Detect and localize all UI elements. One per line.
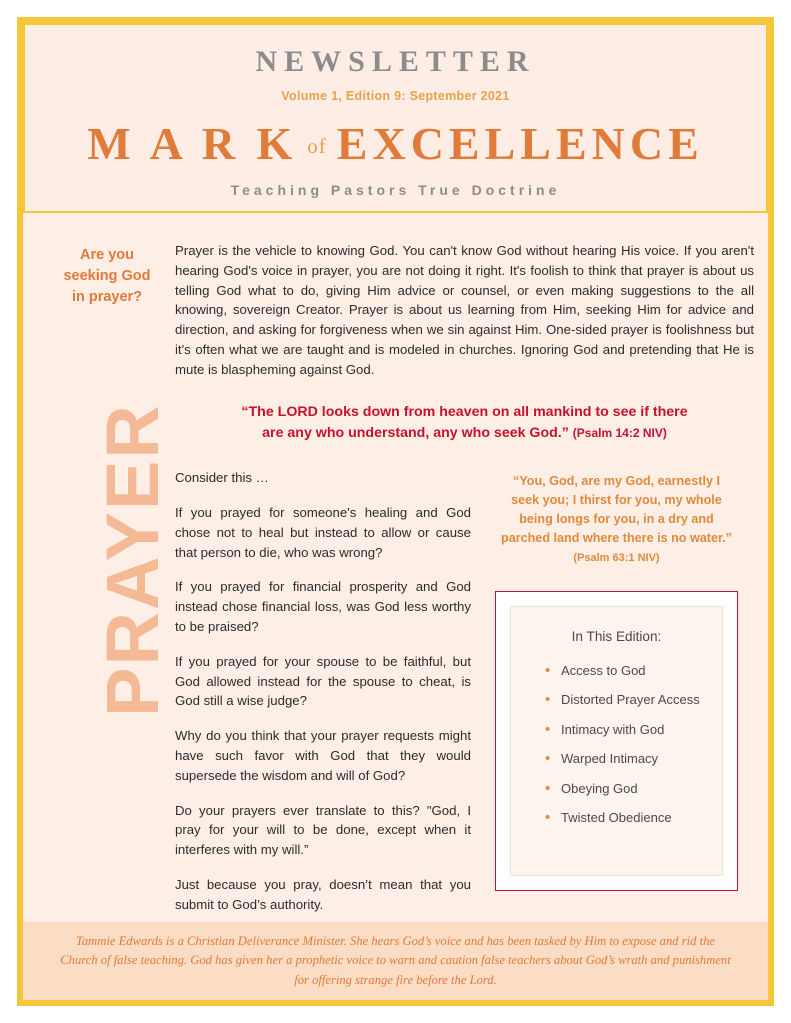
publication-title [25, 117, 766, 170]
in-this-edition-title: In This Edition: [571, 628, 662, 644]
footer-bio-bar [23, 922, 768, 1000]
tagline: Teaching Pastors True Doctrine [230, 182, 561, 198]
title-mark: M A R K [87, 118, 298, 169]
featured-scripture-text: “The LORD looks down from heaven on all mankind to see if there are any who understand, any who seek God.” [241, 403, 688, 441]
masthead [23, 23, 768, 213]
paragraph: Why do you think that your prayer requests might have such favor with God that they would supersede the wisdom and will of God? [175, 728, 471, 783]
right-column [495, 468, 738, 890]
list-item: • Obeying God [545, 780, 706, 798]
paragraph: Just because you pray, doesn’t mean that you submit to God’s authority. [175, 876, 471, 912]
list-item: • Intimacy with God [545, 721, 706, 739]
in-this-edition-list [527, 662, 706, 827]
volume-edition-date: Volume 1, Edition 9: September 2021 [281, 89, 510, 103]
content-area [23, 223, 768, 918]
paragraph: If you prayed for someone's healing and God chose not to heal but instead to allow or cause that person to die, who was wrong? [175, 504, 471, 560]
paragraph: Do your prayers ever translate to this? "God, I pray for your will to be done, except when it interferes with my will.” [175, 802, 471, 858]
intro-paragraph: Prayer is the vehicle to knowing God. You can't know God without hearing His voice. If you aren't hearing God's voice in prayer, you are not doing it right. It's foolish to think that prayer is about us telling God what to do, giving Him advice or counsel, or even making suggestions to the all knowing, sovereign Creator. Prayer is about us learning from Him, seeking Him for advice and direction, and asking for forgiveness when we sin against Him. One-sided prayer is foolishness but it's often what we are taught and is modeled in churches. Ignoring God and pretending that He is mute is blaspheming against God. [175, 243, 754, 377]
sidebar-heading: Are you seeking God in prayer? [63, 247, 151, 306]
main-column [175, 241, 754, 930]
title-excellence: EXCELLENCE [336, 118, 704, 169]
title-of: of [307, 134, 327, 158]
list-item: • Twisted Obedience [545, 809, 706, 827]
paragraph: If you prayed for financial prosperity and God instead chose financial loss, was God less worthy to be praised? [175, 579, 471, 634]
paragraph: Consider this … [175, 470, 269, 486]
featured-scripture [230, 402, 700, 445]
list-item: • Distorted Prayer Access [545, 691, 706, 709]
side-scripture-quote [495, 468, 738, 566]
featured-scripture-reference: (Psalm 14:2 NIV) [572, 425, 667, 440]
side-scripture-text: “You, God, are my God, earnestly I seek you; I thirst for you, my whole being longs for you, in a dry and parched land where there is no water.” [501, 474, 732, 545]
vertical-topic-word: PRAYER [91, 403, 174, 717]
left-column-text [175, 468, 471, 914]
two-column-section [175, 468, 754, 914]
list-item: • Warped Intimacy [545, 750, 706, 768]
in-this-edition-box [495, 591, 738, 891]
list-item: • Access to God [545, 662, 706, 680]
in-this-edition-inner [510, 606, 723, 876]
newsletter-label: NEWSLETTER [255, 45, 536, 78]
paragraph: If you prayed for your spouse to be faithful, but God allowed instead for the spouse to cheat, is God still a wise judge? [175, 653, 471, 709]
side-scripture-reference: (Psalm 63:1 NIV) [573, 551, 660, 564]
footer-bio-text: Tammie Edwards is a Christian Deliverance Minister. She hears God’s voice and has been tasked by Him to expose and rid the Church of false teaching. God has given her a prophetic voice to warn and caution false teachers about God’s wrath and punishment for offering strange fire before the Lord. [60, 933, 731, 987]
